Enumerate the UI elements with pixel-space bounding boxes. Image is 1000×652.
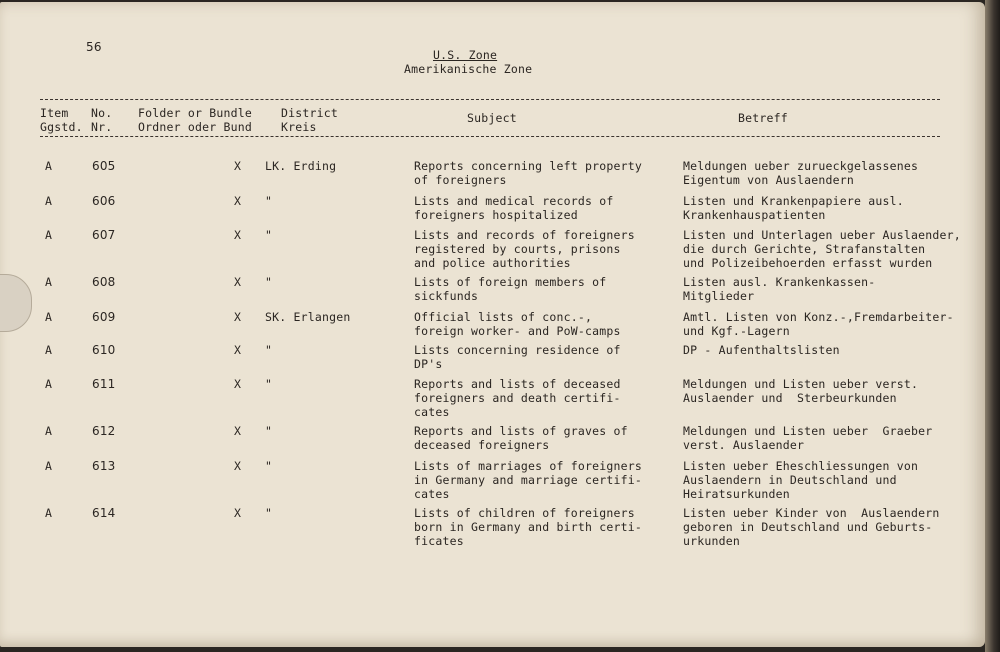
row-district: ": [265, 424, 273, 438]
row-betreff: Listen ueber Eheschliessungen von Auslaendern in Deutschland und Heiratsurkunden: [683, 459, 919, 501]
row-item: A: [45, 275, 53, 289]
row-betreff: Amtl. Listen von Konz.-,Fremdarbeiter- und Kgf.-Lagern: [683, 310, 954, 338]
row-item: A: [45, 310, 53, 324]
row-item: A: [45, 459, 53, 473]
row-number: 606: [92, 194, 116, 208]
header-bottom-rule: [40, 136, 940, 137]
row-subject: Lists and records of foreigners registered by courts, prisons and police authorities: [414, 228, 635, 270]
row-betreff: Listen ausl. Krankenkassen- Mitglieder: [683, 275, 876, 303]
row-district: ": [265, 228, 273, 242]
header-item: Item Ggstd.: [40, 106, 83, 134]
row-district: LK. Erding: [265, 159, 337, 173]
row-subject: Lists of children of foreigners born in Germany and birth certi- ficates: [414, 506, 642, 548]
row-betreff: Meldungen ueber zurueckgelassenes Eigentum von Auslaendern: [683, 159, 919, 187]
row-number: 608: [92, 275, 116, 289]
row-number: 614: [92, 506, 116, 520]
row-number: 609: [92, 310, 116, 324]
row-betreff: Listen und Krankenpapiere ausl. Krankenhauspatienten: [683, 194, 904, 222]
row-folder-mark: X: [234, 424, 242, 438]
header-betreff: Betreff: [738, 111, 788, 125]
row-district: ": [265, 506, 273, 520]
row-district: ": [265, 275, 273, 289]
row-folder-mark: X: [234, 310, 242, 324]
row-district: ": [265, 194, 273, 208]
row-number: 607: [92, 228, 116, 242]
row-folder-mark: X: [234, 194, 242, 208]
row-subject: Reports and lists of deceased foreigners and death certifi- cates: [414, 377, 621, 419]
header-folder: Folder or Bundle Ordner oder Bund: [138, 106, 252, 134]
header-district: District Kreis: [281, 106, 338, 134]
row-item: A: [45, 159, 53, 173]
row-number: 610: [92, 343, 116, 357]
row-item: A: [45, 424, 53, 438]
row-number: 612: [92, 424, 116, 438]
zone-title-en: U.S. Zone: [433, 48, 498, 62]
row-number: 613: [92, 459, 116, 473]
row-district: ": [265, 459, 273, 473]
row-item: A: [45, 506, 53, 520]
header-number: No. Nr.: [91, 106, 113, 134]
row-betreff: Listen und Unterlagen ueber Auslaender, die durch Gerichte, Strafanstalten und Polizeibehoerden erfasst wurden: [683, 228, 961, 270]
row-subject: Reports and lists of graves of deceased foreigners: [414, 424, 628, 452]
row-subject: Lists concerning residence of DP's: [414, 343, 621, 371]
row-district: SK. Erlangen: [265, 310, 351, 324]
row-betreff: DP - Aufenthaltslisten: [683, 343, 840, 357]
row-folder-mark: X: [234, 506, 242, 520]
row-folder-mark: X: [234, 459, 242, 473]
row-subject: Lists and medical records of foreigners hospitalized: [414, 194, 614, 222]
binder-tab: [0, 274, 32, 332]
row-subject: Lists of foreign members of sickfunds: [414, 275, 607, 303]
row-item: A: [45, 194, 53, 208]
row-folder-mark: X: [234, 275, 242, 289]
row-item: A: [45, 377, 53, 391]
row-betreff: Listen ueber Kinder von Auslaendern geboren in Deutschland und Geburts- urkunden: [683, 506, 940, 548]
row-district: ": [265, 377, 273, 391]
row-district: ": [265, 343, 273, 357]
row-folder-mark: X: [234, 228, 242, 242]
row-subject: Lists of marriages of foreigners in Germany and marriage certifi- cates: [414, 459, 642, 501]
row-betreff: Meldungen und Listen ueber Graeber verst. Auslaender: [683, 424, 933, 452]
page-number: 56: [86, 40, 102, 54]
zone-title-de: Amerikanische Zone: [404, 62, 533, 76]
row-number: 611: [92, 377, 116, 391]
row-subject: Reports concerning left property of foreigners: [414, 159, 642, 187]
row-number: 605: [92, 159, 116, 173]
header-top-rule: [40, 99, 940, 100]
row-folder-mark: X: [234, 377, 242, 391]
header-subject: Subject: [467, 111, 517, 125]
binder-edge: [985, 0, 1000, 652]
row-betreff: Meldungen und Listen ueber verst. Auslaender und Sterbeurkunden: [683, 377, 919, 405]
row-item: A: [45, 228, 53, 242]
row-folder-mark: X: [234, 159, 242, 173]
row-item: A: [45, 343, 53, 357]
row-folder-mark: X: [234, 343, 242, 357]
row-subject: Official lists of conc.-, foreign worker- and PoW-camps: [414, 310, 621, 338]
document-page: [0, 2, 985, 647]
